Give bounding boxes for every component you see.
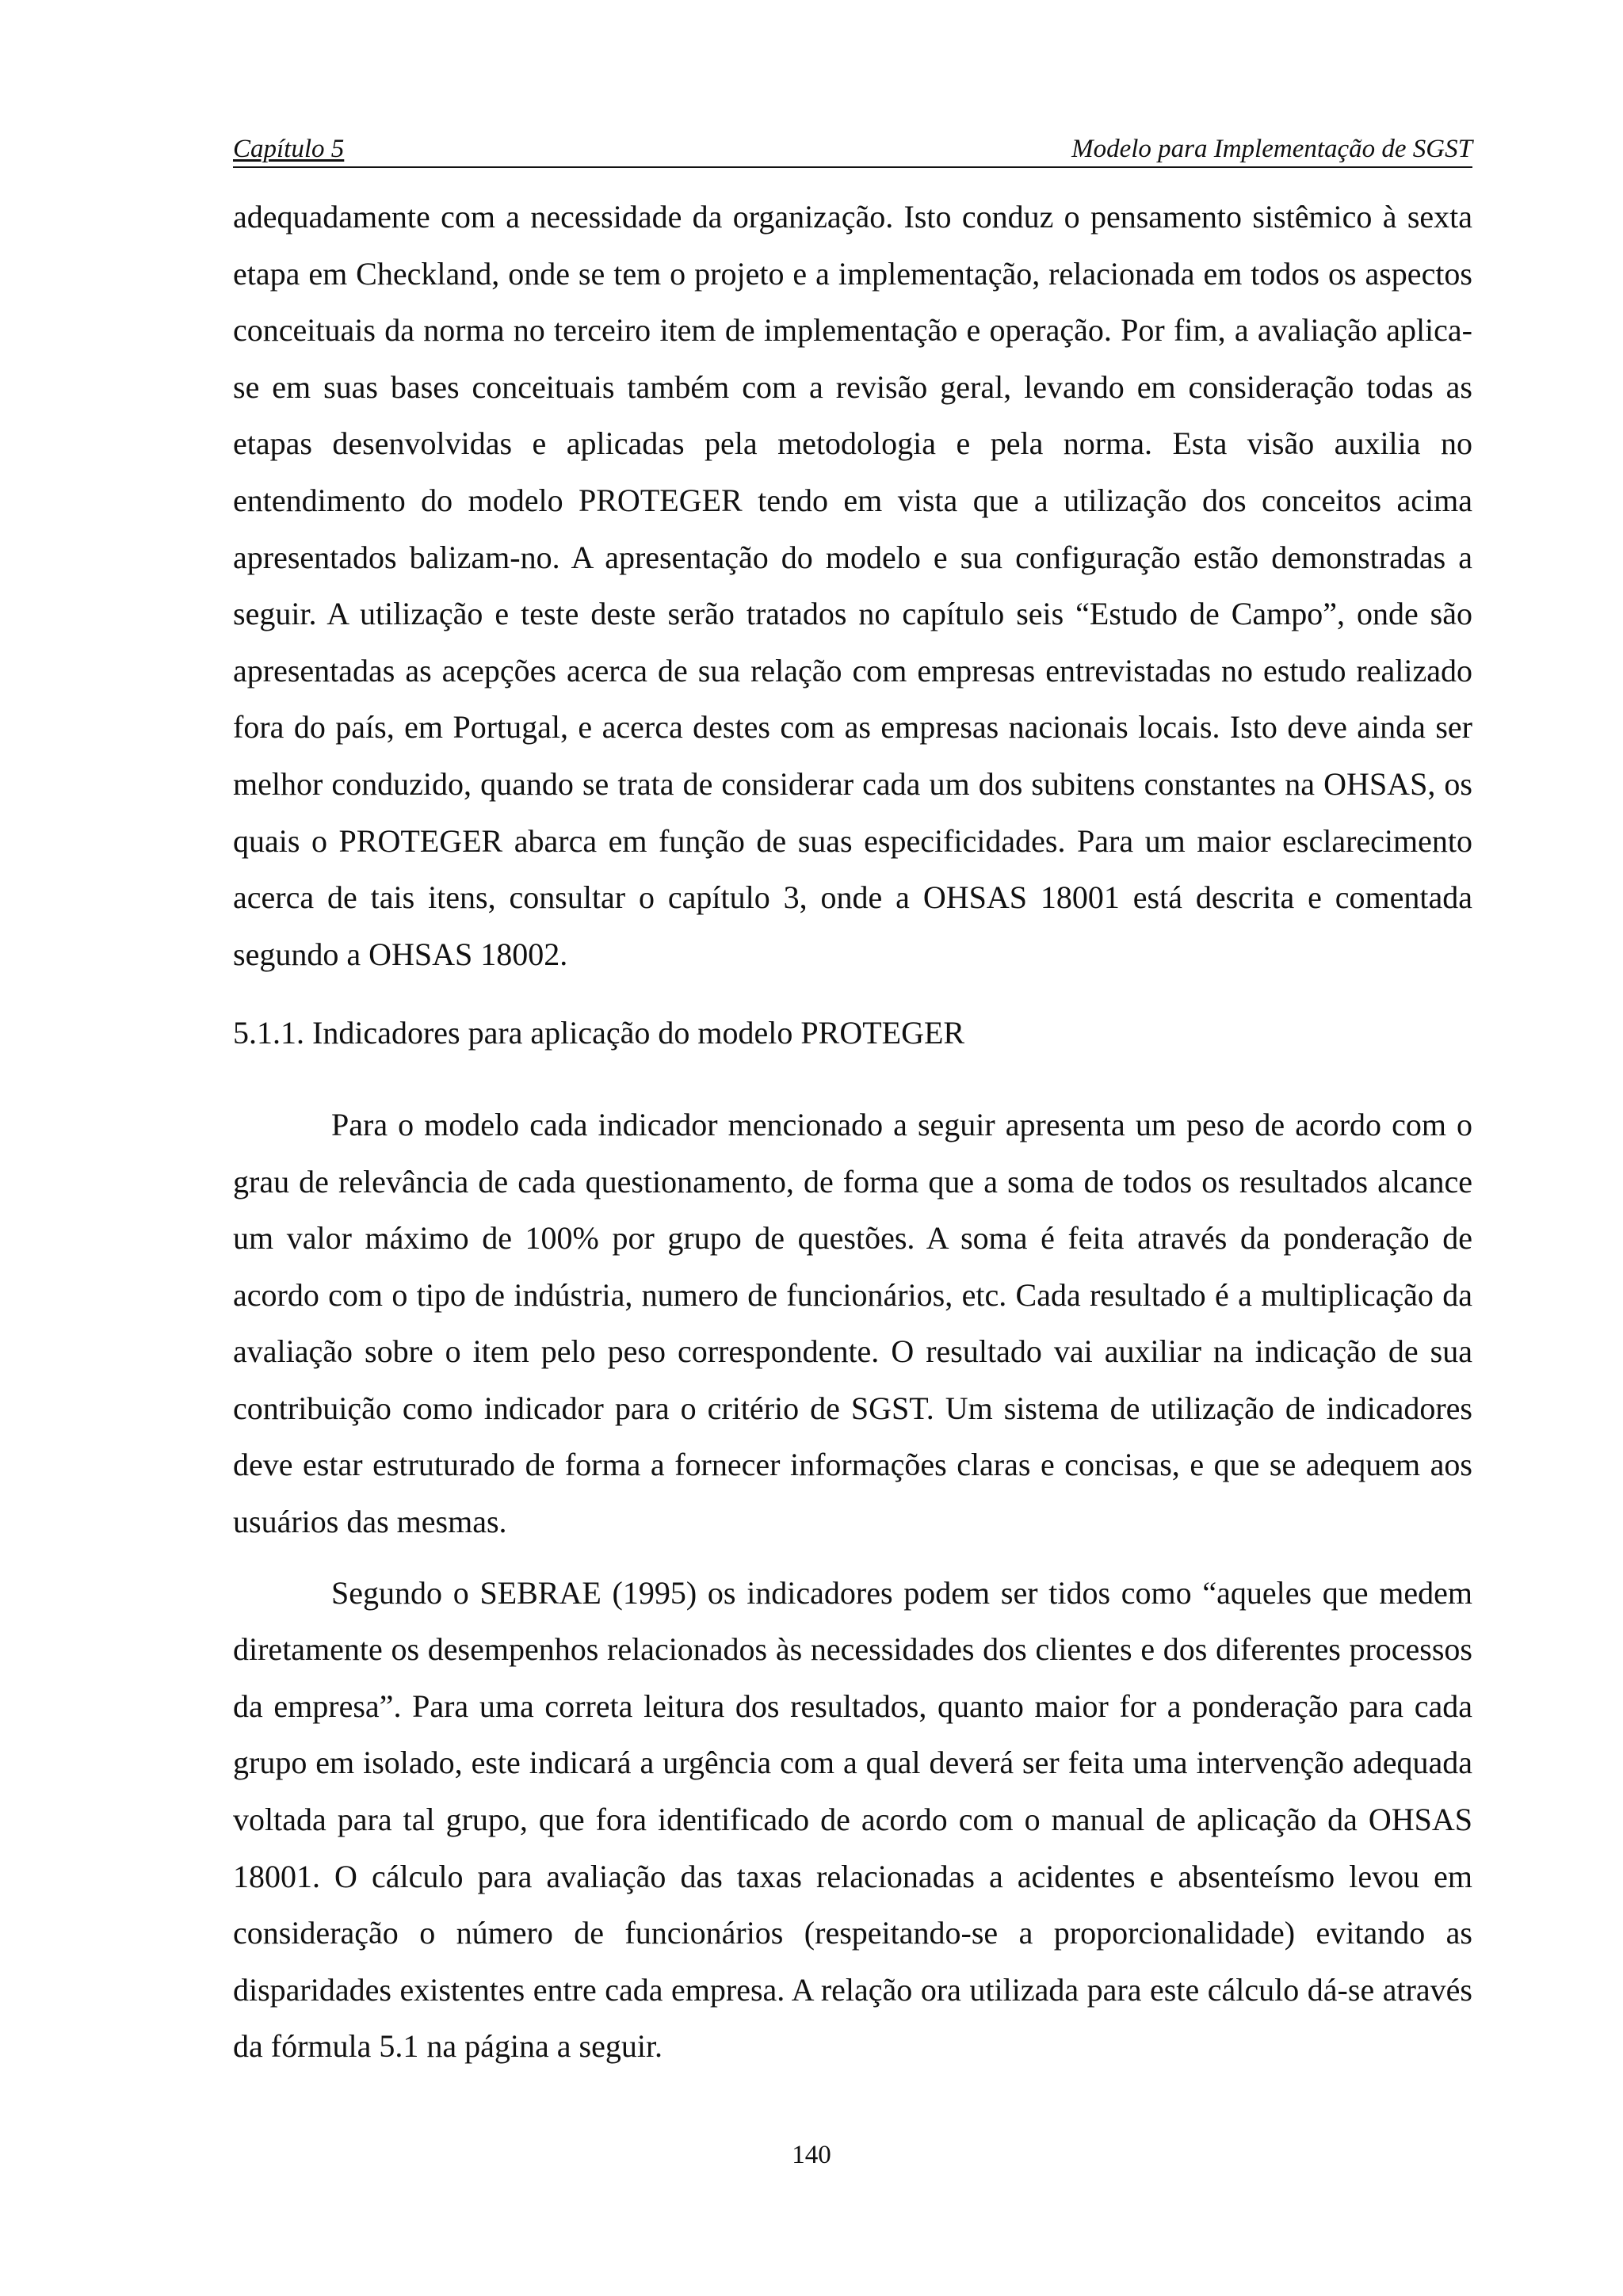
body-text [233,189,1472,2075]
section-heading: 5.1.1. Indicadores para aplicação do modelo PROTEGER [233,1015,965,1051]
document-page [233,133,1472,2075]
header-chapter: Capítulo 5 [233,135,345,163]
paragraph-continuation: adequadamente com a necessidade da organização. Isto conduz o pensamento sistêmico à sexta etapa em Checkland, onde se tem o projeto e a implementação, relacionada em todos os aspectos conceituais da norma no terceiro item de implementação e operação. Por fim, a avaliação aplica-se em suas bases conceituais também com a revisão geral, levando em consideração todas as etapas desenvolvidas e aplicadas pela metodologia e pela norma. Esta visão auxilia no entendimento do modelo PROTEGER tendo em vista que a utilização dos conceitos acima apresentados balizam-no. A apresentação do modelo e sua configuração estão demonstradas a seguir. A utilização e teste deste serão tratados no capítulo seis “Estudo de Campo”, onde são apresentadas as acepções acerca de sua relação com empresas entrevistadas no estudo realizado fora do país, em Portugal, e acerca destes com as empresas nacionais locais. Isto deve ainda ser melhor conduzido, quando se trata de considerar cada um dos subitens constantes na OHSAS, os quais o PROTEGER abarca em função de suas especificidades. Para um maior esclarecimento acerca de tais itens, consultar o capítulo 3, onde a OHSAS 18001 está descrita e comentada segundo a OHSAS 18002. [233,199,1472,972]
paragraph-sebrae: Segundo o SEBRAE (1995) os indicadores podem ser tidos como “aqueles que medem diretamente os desempenhos relacionados às necessidades dos clientes e dos diferentes processos da empresa”. Para uma correta leitura dos resultados, quanto maior for a ponderação para cada grupo em isolado, este indicará a urgência com a qual deverá ser feita uma intervenção adequada voltada para tal grupo, que fora identificado de acordo com o manual de aplicação da OHSAS 18001. O cálculo para avaliação das taxas relacionadas a acidentes e absenteísmo levou em consideração o número de funcionários (respeitando-se a proporcionalidade) evitando as disparidades existentes entre cada empresa. A relação ora utilizada para este cálculo dá-se através da fórmula 5.1 na página a seguir. [233,1574,1472,2065]
header-title: Modelo para Implementação de SGST [1071,135,1472,163]
paragraph-indicators: Para o modelo cada indicador mencionado a seguir apresenta um peso de acordo com o grau de relevância de cada questionamento, de forma que a soma de todos os resultados alcance um valor máximo de 100% por grupo de questões. A soma é feita através da ponderação de acordo com o tipo de indústria, numero de funcionários, etc. Cada resultado é a multiplicação da avaliação sobre o item pelo peso correspondente. O resultado vai auxiliar na indicação de sua contribuição como indicador para o critério de SGST. Um sistema de utilização de indicadores deve estar estruturado de forma a fornecer informações claras e concisas, e que se adequem aos usuários das mesmas. [233,1106,1472,1540]
running-header [233,133,1472,168]
page-number: 140 [792,2141,831,2169]
